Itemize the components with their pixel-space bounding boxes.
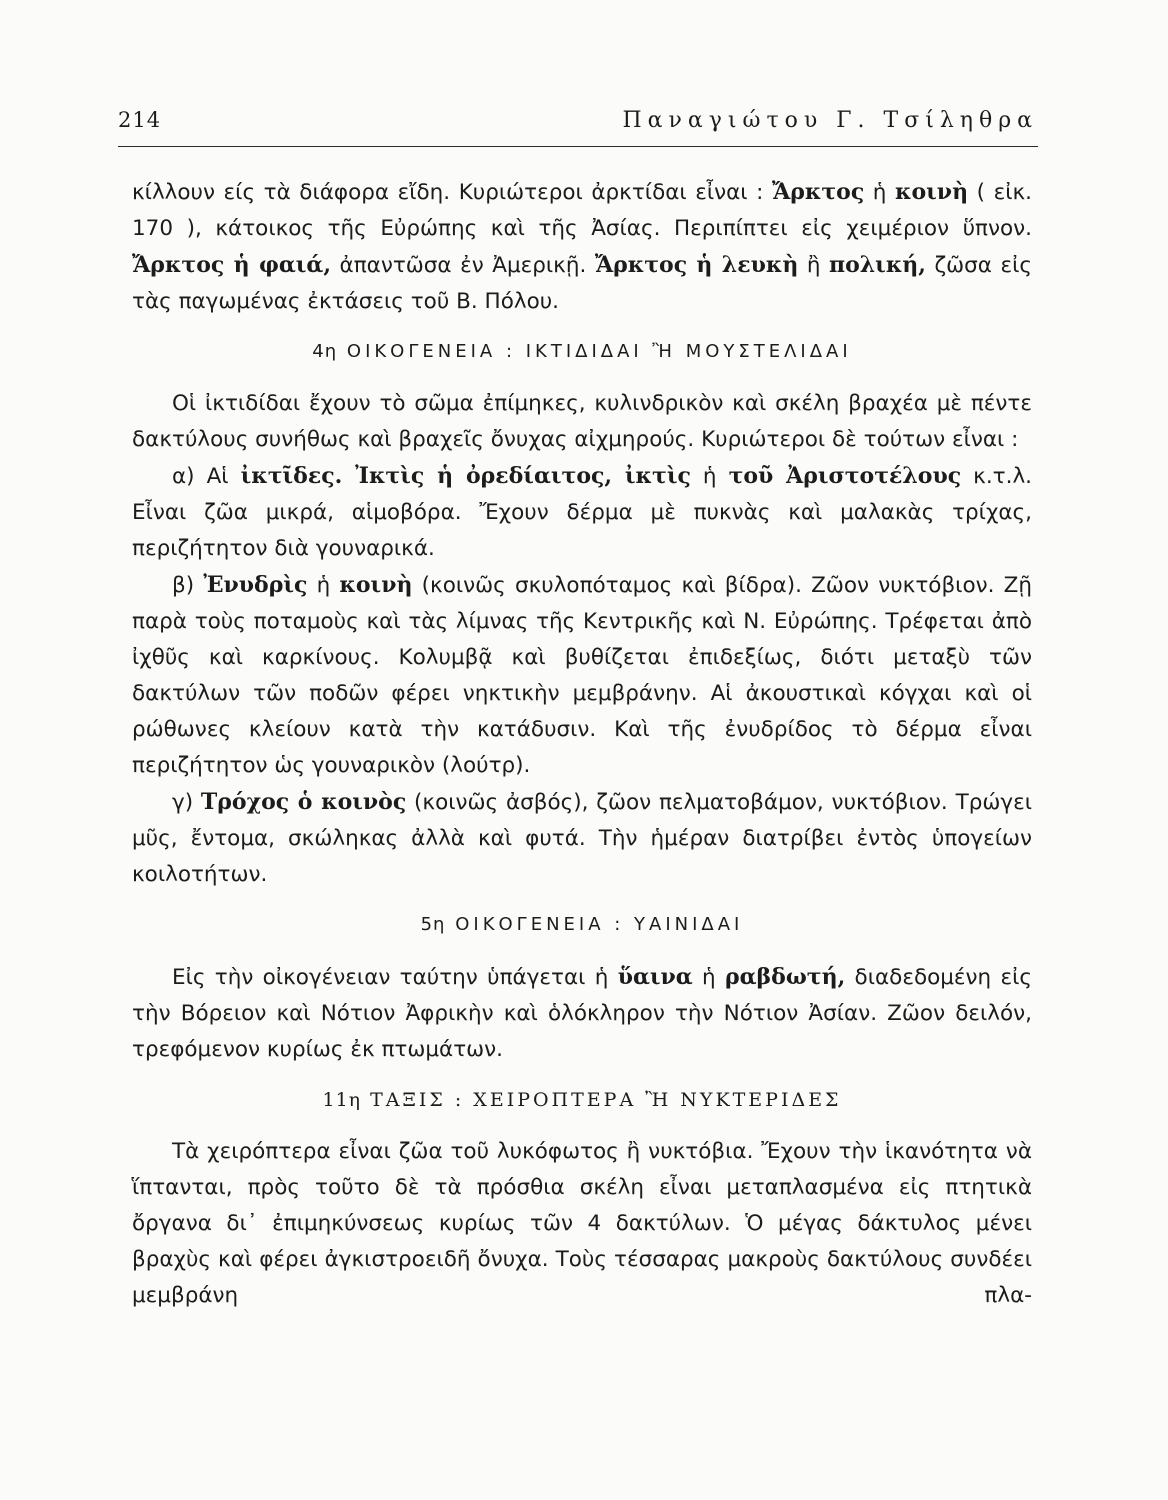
section-heading-family-5: 5η ΟΙΚΟΓΕΝΕΙΑ : ΥΑΙΝΙΔΑΙ	[420, 914, 744, 935]
header-rule	[118, 146, 1038, 147]
paragraph-ictides: α) Αἱ ἰκτῖδες. Ἰκτὶς ἡ ὀρεδίαιτος, ἰκτὶς ἡ τοῦ Ἀριστοτέλους κ.τ.λ. Εἶναι ζῶα μικρά, αἱμοβόρα. Ἔχουν δέρμα μὲ πυκνὰς καὶ μαλακὰς τρίχας, περιζήτητον διὰ γουναρικά.	[132, 463, 1032, 561]
page-number: 214	[118, 108, 162, 132]
paragraph-chiroptera: Τὰ χειρόπτερα εἶναι ζῶα τοῦ λυκόφωτος ἢ νυκτόβια. Ἔχουν τὴν ἱκανότητα νὰ ἵπτανται, πρὸς τοῦτο δὲ τὰ πρόσθια σκέλη εἶναι μεταπλασμένα εἰς πτητικὰ ὄργανα δι᾿ ἐπιμηκύνσεως κυρίως τῶν 4 δακτύλων. Ὁ μέγας δάκτυλος μένει βραχὺς καὶ φέρει ἀγκιστροειδῆ ὄνυχα. Τοὺς τέσσαρας μακροὺς δακτύλους συνδέει μεμβράνη πλα-	[132, 1139, 1032, 1308]
paragraph-arctidae: κίλλουν είς τὰ διάφορα εἴδη. Κυριώτεροι ἀρκτίδαι εἶναι : Ἄρκτος ἡ κοινὴ ( εἰκ. 170 ), κάτοικος τῆς Εὐρώπης καὶ τῆς Ἀσίας. Περιπίπτει εἰς χειμέριον ὕπνον. Ἄρκτος ἡ φαιά, ἀπαντῶσα ἐν Ἀμερικῇ. Ἄρκτος ἡ λευκὴ ἢ πολική, ζῶσα εἰς τὰς παγωμένας ἐκτάσεις τοῦ Β. Πόλου.	[132, 179, 1033, 314]
paragraph-hyaenidae: Εἰς τὴν οἰκογένειαν ταύτην ὑπάγεται ἡ ὕαινα ἡ ραβδωτή, διαδεδομένη εἰς τὴν Βόρειον καὶ Νότιον Ἀφρικὴν καὶ ὁλόκληρον τὴν Νότιον Ἀσίαν. Ζῶον δειλόν, τρεφόμενον κυρίως ἐκ πτωμάτων.	[132, 964, 1033, 1062]
paragraph-otter: β) Ἐνυδρὶς ἡ κοινὴ (κοινῶς σκυλοπόταμος καὶ βίδρα). Ζῶον νυκτόβιον. Ζῇ παρὰ τοὺς ποταμοὺς καὶ τὰς λίμνας τῆς Κεντρικῆς καὶ Ν. Εὐρώπης. Τρέφεται ἀπὸ ἰχθῦς καὶ καρκίνους. Κολυμβᾷ καὶ βυθίζεται ἐπιδεξίως, διότι μεταξὺ τῶν δακτύλων τῶν ποδῶν φέρει νηκτικὴν μεμβράνην. Αἱ ἀκουστικαὶ κόγχαι καὶ οἱ ρώθωνες κλείουν κατὰ τὴν κατάδυσιν. Καὶ τῆς ἐνυδρίδος τὸ δέρμα εἶναι περιζήτητον ὡς γουναρικὸν (λούτρ).	[132, 572, 1032, 778]
paragraph-badger: γ) Τρόχος ὁ κοινὸς (κοινῶς ἀσβός), ζῶον πελματοβάμον, νυκτόβιον. Τρώγει μῦς, ἔντομα, σκώληκας ἀλλὰ καὶ φυτά. Τὴν ἡμέραν διατρίβει ἐντὸς ὑπογείων κοιλοτήτων.	[132, 789, 1032, 887]
section-heading-family-4: 4η ΟΙΚΟΓΕΝΕΙΑ : ΙΚΤΙΔΙΔΑΙ Ἢ ΜΟΥΣΤΕΛΙΔΑΙ	[312, 341, 852, 362]
page-body	[132, 174, 1032, 1314]
running-head: Παναγιώτου Γ. Τσίληθρα	[622, 108, 1038, 133]
paragraph-mustelidae-intro: Οἱ ἰκτιδίδαι ἔχουν τὸ σῶμα ἐπίμηκες, κυλινδρικὸν καὶ σκέλη βραχέα μὲ πέντε δακτύλους συνήθως καὶ βραχεῖς ὄνυχας αἰχμηρούς. Κυριώτεροι δὲ τούτων εἶναι :	[132, 391, 1032, 452]
section-heading-order-11: 11η ΤΑΞΙΣ : ΧΕΙΡΟΠΤΕΡΑ Ἢ ΝΥΚΤΕΡΙΔΕΣ	[322, 1089, 842, 1111]
page-header	[118, 108, 1038, 148]
